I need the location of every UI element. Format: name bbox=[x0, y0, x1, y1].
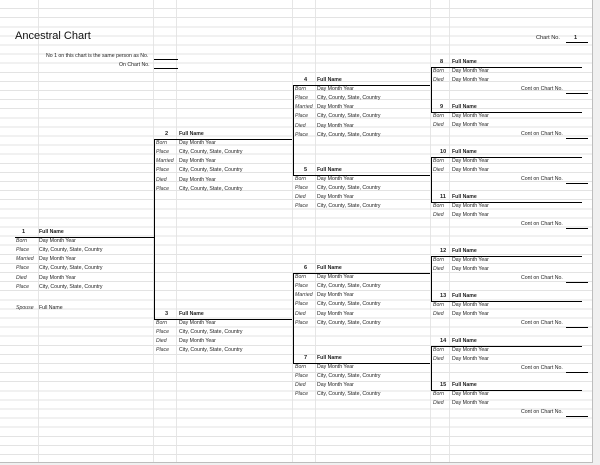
person-7-died-value[interactable]: Day Month Year bbox=[317, 382, 354, 389]
person-5-place-label: Place bbox=[295, 203, 308, 210]
person-15-died-label: Died bbox=[433, 400, 444, 407]
person-8-born-label: Born bbox=[433, 68, 444, 75]
person-2-place-label: Place bbox=[156, 149, 169, 156]
person-13-name[interactable]: Full Name bbox=[452, 293, 477, 299]
person-2-name[interactable]: Full Name bbox=[179, 131, 204, 137]
person-1-died-value[interactable]: Day Month Year bbox=[39, 274, 76, 281]
person-4-born-label: Born bbox=[295, 86, 306, 93]
person-10-name[interactable]: Full Name bbox=[452, 149, 477, 155]
person-8-cont-field bbox=[566, 93, 588, 94]
connector-line bbox=[431, 363, 432, 390]
connector-line bbox=[431, 175, 432, 202]
spouse-label: Spouse bbox=[16, 305, 34, 311]
same-person-field[interactable] bbox=[154, 59, 178, 60]
connector-line bbox=[431, 346, 432, 363]
person-13-born-value[interactable]: Day Month Year bbox=[452, 302, 489, 309]
chart-no-field bbox=[566, 42, 588, 43]
person-11-cont-label: Cont on Chart No. bbox=[521, 221, 563, 228]
person-14-cont-field bbox=[566, 372, 588, 373]
chart-no-value[interactable]: 1 bbox=[574, 35, 578, 41]
person-10-cont-label: Cont on Chart No. bbox=[521, 176, 563, 183]
person-11-number: 11 bbox=[440, 194, 446, 200]
person-9-name[interactable]: Full Name bbox=[452, 104, 477, 110]
person-7-place-label: Place bbox=[295, 391, 308, 398]
person-3-born-value[interactable]: Day Month Year bbox=[179, 320, 216, 327]
person-6-died-value[interactable]: Day Month Year bbox=[317, 310, 354, 317]
person-5-place-label: Place bbox=[295, 185, 308, 192]
person-2-place-value[interactable]: City, County, State, Country bbox=[179, 167, 243, 174]
chart-no-label: Chart No. bbox=[536, 35, 560, 41]
person-7-died-label: Died bbox=[295, 382, 306, 389]
person-11-name[interactable]: Full Name bbox=[452, 194, 477, 200]
person-6-place-value[interactable]: City, County, State, Country bbox=[317, 283, 381, 290]
person-13-died-value[interactable]: Day Month Year bbox=[452, 311, 489, 318]
person-12-name[interactable]: Full Name bbox=[452, 248, 477, 254]
person-7-name-line bbox=[293, 363, 430, 364]
person-9-born-label: Born bbox=[433, 113, 444, 120]
person-7-place-value[interactable]: City, County, State, Country bbox=[317, 373, 381, 380]
on-chart-field[interactable] bbox=[154, 68, 178, 69]
person-5-died-label: Died bbox=[295, 194, 306, 201]
person-6-married-label: Married bbox=[295, 292, 313, 299]
person-5-born-value[interactable]: Day Month Year bbox=[317, 176, 354, 183]
person-5-died-value[interactable]: Day Month Year bbox=[317, 194, 354, 201]
person-14-number: 14 bbox=[440, 338, 447, 344]
person-14-died-value[interactable]: Day Month Year bbox=[452, 356, 489, 363]
person-15-died-value[interactable]: Day Month Year bbox=[452, 400, 489, 407]
person-12-died-value[interactable]: Day Month Year bbox=[452, 266, 489, 273]
person-8-born-value[interactable]: Day Month Year bbox=[452, 68, 489, 75]
person-1-place-label: Place bbox=[16, 247, 29, 254]
person-12-died-label: Died bbox=[433, 266, 444, 273]
person-3-name-line bbox=[154, 319, 292, 320]
person-13-cont-label: Cont on Chart No. bbox=[521, 320, 563, 327]
person-1-number: 1 bbox=[22, 229, 26, 235]
connector-line bbox=[431, 157, 432, 175]
person-1-died-label: Died bbox=[16, 274, 27, 281]
person-12-number: 12 bbox=[440, 248, 447, 254]
person-1-name-line bbox=[15, 237, 154, 238]
person-15-cont-label: Cont on Chart No. bbox=[521, 409, 563, 416]
person-4-married-value[interactable]: Day Month Year bbox=[317, 104, 354, 111]
connector-line bbox=[431, 67, 432, 85]
person-1-place-label: Place bbox=[16, 283, 29, 290]
person-2-died-value[interactable]: Day Month Year bbox=[179, 176, 216, 183]
on-chart-label: On Chart No. bbox=[119, 62, 150, 68]
person-11-died-value[interactable]: Day Month Year bbox=[452, 212, 489, 219]
person-4-place-value[interactable]: City, County, State, Country bbox=[317, 131, 381, 138]
person-8-died-value[interactable]: Day Month Year bbox=[452, 77, 489, 84]
person-3-place-label: Place bbox=[156, 329, 169, 336]
person-4-place-value[interactable]: City, County, State, Country bbox=[317, 113, 381, 120]
person-2-born-value[interactable]: Day Month Year bbox=[179, 140, 216, 147]
person-4-died-value[interactable]: Day Month Year bbox=[317, 122, 354, 129]
person-14-name[interactable]: Full Name bbox=[452, 338, 477, 344]
person-2-born-label: Born bbox=[156, 140, 167, 147]
person-4-born-value[interactable]: Day Month Year bbox=[317, 86, 354, 93]
person-9-cont-field bbox=[566, 138, 588, 139]
person-1-born-value[interactable]: Day Month Year bbox=[39, 238, 76, 245]
person-1-place-label: Place bbox=[16, 265, 29, 272]
person-13-died-label: Died bbox=[433, 311, 444, 318]
person-1-place-value[interactable]: City, County, State, Country bbox=[39, 265, 103, 272]
person-4-name[interactable]: Full Name bbox=[317, 77, 342, 83]
person-4-married-label: Married bbox=[295, 104, 313, 111]
person-13-born-label: Born bbox=[433, 302, 444, 309]
person-6-born-label: Born bbox=[295, 274, 306, 281]
person-9-died-value[interactable]: Day Month Year bbox=[452, 122, 489, 129]
person-1-married-value[interactable]: Day Month Year bbox=[39, 256, 76, 263]
person-8-died-label: Died bbox=[433, 77, 444, 84]
person-15-name[interactable]: Full Name bbox=[452, 382, 477, 388]
person-6-place-value[interactable]: City, County, State, Country bbox=[317, 319, 381, 326]
person-7-place-value[interactable]: City, County, State, Country bbox=[317, 391, 381, 398]
person-4-died-label: Died bbox=[295, 122, 306, 129]
person-12-born-label: Born bbox=[433, 257, 444, 264]
person-2-married-label: Married bbox=[156, 158, 174, 165]
person-13-cont-field bbox=[566, 327, 588, 328]
person-11-died-label: Died bbox=[433, 212, 444, 219]
person-4-place-value[interactable]: City, County, State, Country bbox=[317, 95, 381, 102]
person-15-born-value[interactable]: Day Month Year bbox=[452, 391, 489, 398]
person-7-born-label: Born bbox=[295, 364, 306, 371]
person-6-name-line bbox=[293, 273, 430, 274]
connector-line bbox=[154, 239, 155, 319]
person-1-married-label: Married bbox=[16, 256, 34, 263]
person-7-born-value[interactable]: Day Month Year bbox=[317, 364, 354, 371]
person-15-born-label: Born bbox=[433, 391, 444, 398]
person-6-name[interactable]: Full Name bbox=[317, 265, 342, 271]
person-6-number: 6 bbox=[304, 265, 308, 271]
person-5-name-line bbox=[293, 175, 430, 176]
person-12-born-value[interactable]: Day Month Year bbox=[452, 257, 489, 264]
person-8-name[interactable]: Full Name bbox=[452, 59, 477, 65]
person-9-died-label: Died bbox=[433, 122, 444, 129]
person-4-place-label: Place bbox=[295, 95, 308, 102]
person-2-number: 2 bbox=[165, 131, 169, 137]
person-8-number: 8 bbox=[440, 59, 444, 65]
page-title: Ancestral Chart bbox=[15, 30, 91, 42]
person-5-place-value[interactable]: City, County, State, Country bbox=[317, 203, 381, 210]
person-7-place-label: Place bbox=[295, 373, 308, 380]
person-2-place-value[interactable]: City, County, State, Country bbox=[179, 149, 243, 156]
person-14-cont-label: Cont on Chart No. bbox=[521, 365, 563, 372]
person-11-born-label: Born bbox=[433, 203, 444, 210]
person-4-place-label: Place bbox=[295, 131, 308, 138]
person-5-name[interactable]: Full Name bbox=[317, 167, 342, 173]
connector-line bbox=[431, 85, 432, 112]
person-6-place-label: Place bbox=[295, 283, 308, 290]
person-8-cont-label: Cont on Chart No. bbox=[521, 86, 563, 93]
person-6-died-label: Died bbox=[295, 310, 306, 317]
person-6-married-value[interactable]: Day Month Year bbox=[317, 292, 354, 299]
person-1-place-value[interactable]: City, County, State, Country bbox=[39, 283, 103, 290]
person-3-place-value[interactable]: City, County, State, Country bbox=[179, 329, 243, 336]
person-9-number: 9 bbox=[440, 104, 444, 110]
person-4-place-label: Place bbox=[295, 113, 308, 120]
connector-line bbox=[431, 273, 432, 301]
connector-line bbox=[154, 139, 155, 239]
person-3-number: 3 bbox=[165, 311, 169, 317]
person-2-place-label: Place bbox=[156, 185, 169, 192]
connector-line bbox=[293, 319, 294, 363]
connector-line bbox=[293, 85, 294, 139]
person-11-cont-field bbox=[566, 228, 588, 229]
person-10-number: 10 bbox=[440, 149, 447, 155]
person-3-born-label: Born bbox=[156, 320, 167, 327]
person-4-number: 4 bbox=[304, 77, 308, 83]
person-7-number: 7 bbox=[304, 355, 308, 361]
connector-line bbox=[293, 139, 294, 175]
person-6-place-value[interactable]: City, County, State, Country bbox=[317, 301, 381, 308]
person-3-died-value[interactable]: Day Month Year bbox=[179, 338, 216, 345]
person-1-name[interactable]: Full Name bbox=[39, 229, 64, 235]
person-9-born-value[interactable]: Day Month Year bbox=[452, 113, 489, 120]
person-7-name[interactable]: Full Name bbox=[317, 355, 342, 361]
person-12-cont-label: Cont on Chart No. bbox=[521, 275, 563, 282]
person-12-cont-field bbox=[566, 282, 588, 283]
person-10-born-value[interactable]: Day Month Year bbox=[452, 158, 489, 165]
person-6-born-value[interactable]: Day Month Year bbox=[317, 274, 354, 281]
person-5-number: 5 bbox=[304, 167, 308, 173]
person-10-died-label: Died bbox=[433, 167, 444, 174]
person-14-born-value[interactable]: Day Month Year bbox=[452, 347, 489, 354]
same-person-label: No 1 on this chart is the same person as No. bbox=[46, 53, 149, 59]
person-15-number: 15 bbox=[440, 382, 447, 388]
person-10-born-label: Born bbox=[433, 158, 444, 165]
person-5-place-value[interactable]: City, County, State, Country bbox=[317, 185, 381, 192]
connector-line bbox=[431, 256, 432, 273]
person-14-died-label: Died bbox=[433, 356, 444, 363]
person-9-cont-label: Cont on Chart No. bbox=[521, 131, 563, 138]
spouse-value[interactable]: Full Name bbox=[39, 305, 63, 311]
person-10-died-value[interactable]: Day Month Year bbox=[452, 167, 489, 174]
person-2-place-value[interactable]: City, County, State, Country bbox=[179, 185, 243, 192]
person-1-born-label: Born bbox=[16, 238, 27, 245]
person-2-place-label: Place bbox=[156, 167, 169, 174]
person-1-place-value[interactable]: City, County, State, Country bbox=[39, 247, 103, 254]
person-2-died-label: Died bbox=[156, 176, 167, 183]
person-15-cont-field bbox=[566, 416, 588, 417]
person-4-name-line bbox=[293, 85, 430, 86]
person-3-place-value[interactable]: City, County, State, Country bbox=[179, 347, 243, 354]
person-6-place-label: Place bbox=[295, 301, 308, 308]
person-10-cont-field bbox=[566, 183, 588, 184]
person-11-born-value[interactable]: Day Month Year bbox=[452, 203, 489, 210]
person-13-number: 13 bbox=[440, 293, 447, 299]
person-2-married-value[interactable]: Day Month Year bbox=[179, 158, 216, 165]
person-5-born-label: Born bbox=[295, 176, 306, 183]
person-14-born-label: Born bbox=[433, 347, 444, 354]
person-2-name-line bbox=[154, 139, 292, 140]
person-3-place-label: Place bbox=[156, 347, 169, 354]
person-3-name[interactable]: Full Name bbox=[179, 311, 204, 317]
person-6-place-label: Place bbox=[295, 319, 308, 326]
connector-line bbox=[293, 273, 294, 319]
person-3-died-label: Died bbox=[156, 338, 167, 345]
